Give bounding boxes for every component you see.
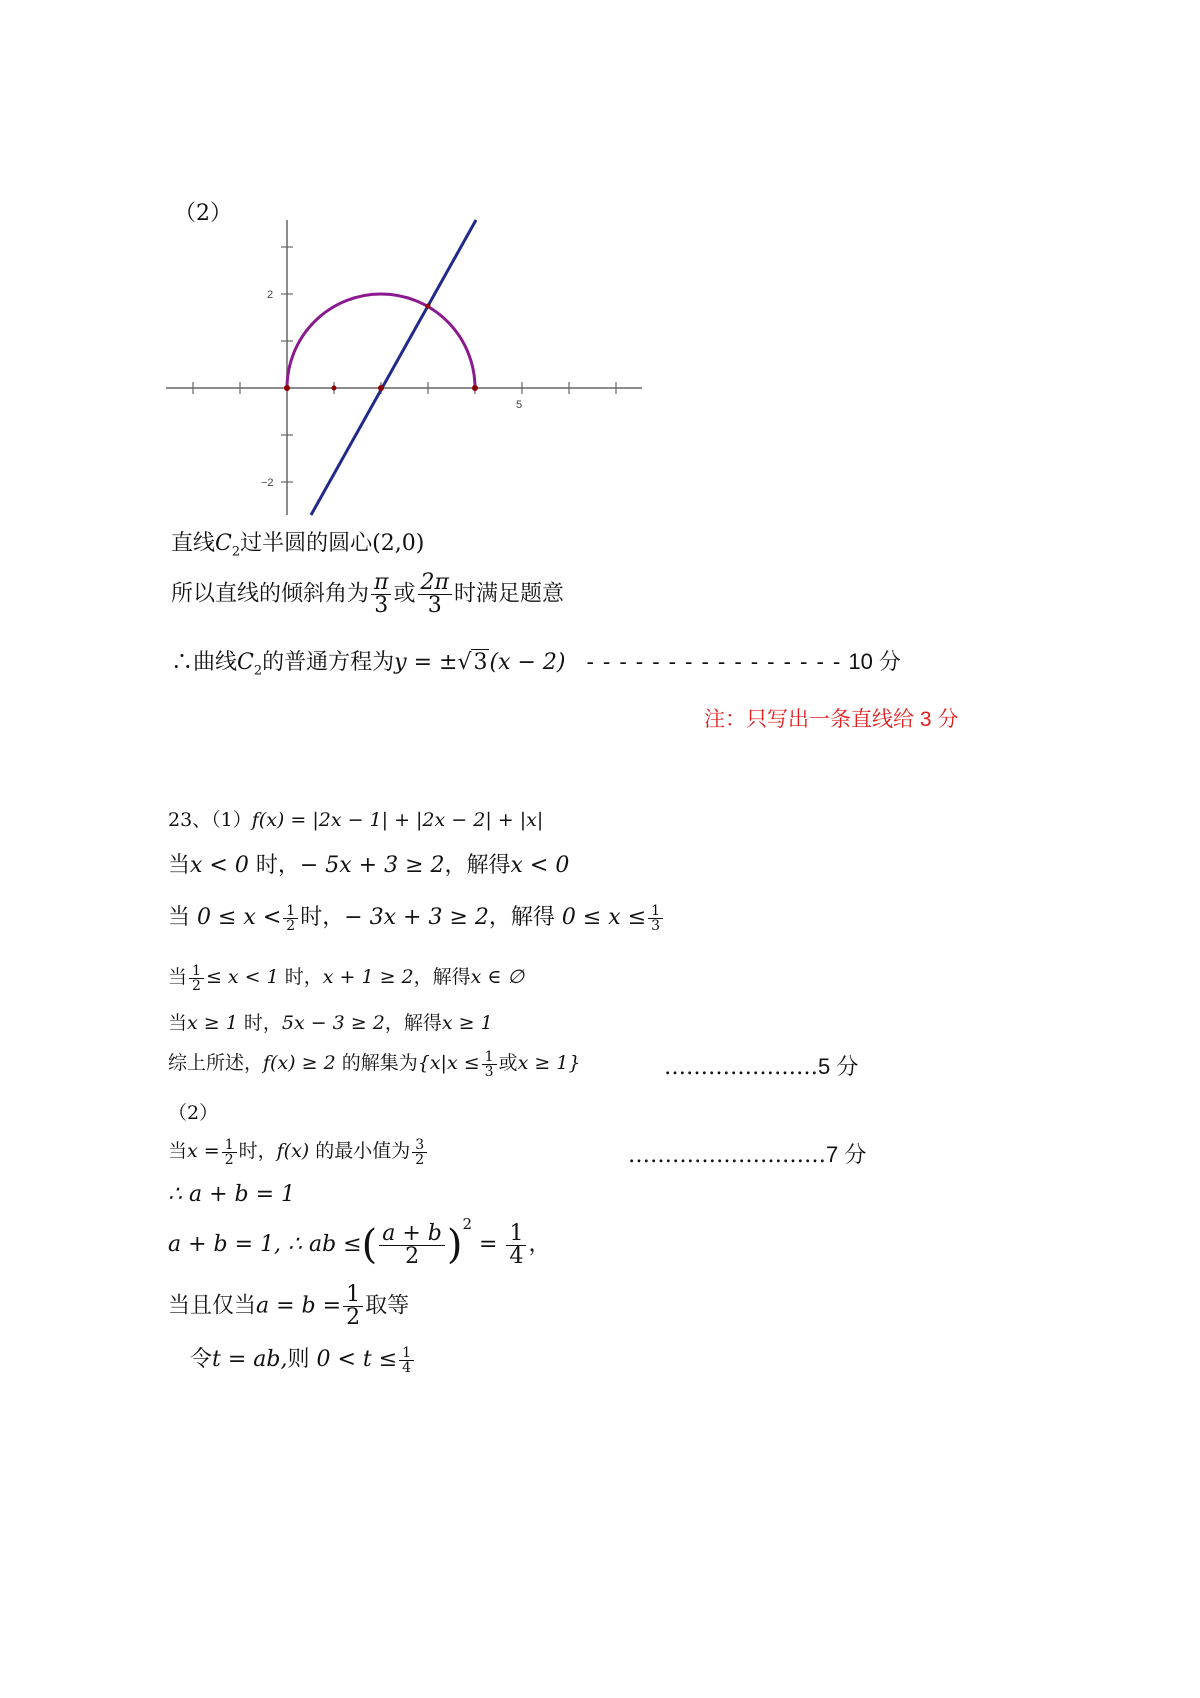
inequality: f(x) ≥ 2 xyxy=(263,1052,336,1074)
sqrt-arg: 3 xyxy=(473,650,488,675)
line-c2 xyxy=(311,220,476,515)
text: ， xyxy=(528,1232,551,1257)
text: 令 xyxy=(190,1347,213,1372)
text: 时， xyxy=(237,1012,282,1034)
text: 当 xyxy=(168,1140,188,1162)
y-tick-label-neg2: −2 xyxy=(261,477,274,489)
therefore-line: ∴ a + b = 1 xyxy=(168,1182,296,1207)
function-def: f(x) = |2x − 1| + |2x − 2| + |x| xyxy=(251,809,544,831)
frac-num: 1 xyxy=(484,1048,494,1065)
summary-score xyxy=(664,1050,858,1081)
statement-center xyxy=(171,526,424,559)
frac-num: 1 xyxy=(346,1282,361,1307)
dot-leader: ………………… xyxy=(664,1055,818,1080)
inequality: − 5x + 3 ≥ 2 xyxy=(299,853,445,878)
score: 5 分 xyxy=(818,1054,859,1079)
x-tick-label-5: 5 xyxy=(516,399,523,411)
condition: x ≥ 1 xyxy=(187,1012,238,1034)
frac-den: 2 xyxy=(222,1152,237,1167)
text: 取等 xyxy=(365,1293,410,1319)
text: ，解得 xyxy=(413,966,471,988)
frac-num: 2π xyxy=(420,570,449,595)
text: ，解得 xyxy=(444,853,511,878)
frac-den: 4 xyxy=(506,1245,526,1268)
text: 的最小值为 xyxy=(309,1140,411,1162)
point-center xyxy=(378,385,384,391)
frac-num: π xyxy=(374,570,389,595)
frac-den: 2 xyxy=(379,1245,445,1268)
result: x < 0 xyxy=(510,853,570,878)
text: 的解集为 xyxy=(335,1052,418,1074)
equation: a = b = xyxy=(256,1293,342,1319)
result: 0 ≤ x ≤ xyxy=(561,905,647,930)
text: 过半圆的圆心 xyxy=(240,531,373,556)
statement-angle xyxy=(171,572,564,617)
frac-num: a + b xyxy=(382,1220,442,1246)
text: 则 xyxy=(287,1347,317,1372)
text: 或 xyxy=(393,581,416,607)
question-number: 23、（1） xyxy=(168,809,252,831)
text: 当 xyxy=(168,853,191,878)
text: 时， xyxy=(300,905,345,930)
text: 直线 xyxy=(171,531,216,556)
text: 时满足题意 xyxy=(453,581,564,607)
text: 当且仅当 xyxy=(168,1293,257,1319)
amgm-line: a + b = 1, ∴ ab ≤( $\frac{a + b}{2}$ )$^2$ = $\frac{1}{4}$ ， xyxy=(168,1214,551,1269)
summary-line xyxy=(168,1048,580,1079)
frac-den: 2 xyxy=(343,1306,363,1329)
frac-den: 2 xyxy=(283,918,298,933)
frac-num: 1 xyxy=(402,1344,412,1361)
subscript: 2 xyxy=(231,544,241,560)
part-label: （2） xyxy=(174,201,232,226)
dot-leader: ……………………… xyxy=(628,1143,826,1168)
equation: t = ab, xyxy=(212,1347,288,1372)
condition: 0 ≤ x < xyxy=(197,905,282,930)
inequality: 5x − 3 ≥ 2 xyxy=(281,1012,385,1034)
point-intersection xyxy=(426,304,431,309)
text: = xyxy=(479,1232,498,1257)
text: 时， xyxy=(278,966,323,988)
minimum-line xyxy=(168,1136,429,1167)
text: 所以直线的倾斜角为 xyxy=(171,581,370,607)
inequality: a + b = 1, ∴ ab ≤ xyxy=(168,1232,362,1257)
y-tick-label-2: 2 xyxy=(267,289,274,301)
point-origin xyxy=(284,385,290,391)
dash-leader: - - - - - - - - - - - - - - - - xyxy=(586,650,842,675)
equation-part: (x − 2) xyxy=(489,650,566,675)
q23-header xyxy=(168,805,543,832)
score: 7 分 xyxy=(826,1142,867,1167)
exponent: 2 xyxy=(462,1214,473,1233)
case-4 xyxy=(168,1008,493,1035)
grading-note: 注：只写出一条直线给 3 分 xyxy=(704,708,959,731)
equality-line xyxy=(168,1284,409,1329)
text: 时， xyxy=(238,1140,277,1162)
text: 或 xyxy=(498,1052,518,1074)
text: 当 xyxy=(168,905,197,930)
frac-den: 2 xyxy=(412,1152,427,1167)
frac-den: 3 xyxy=(418,594,452,617)
text: ，解得 xyxy=(384,1012,442,1034)
solution-set: {x|x ≤ xyxy=(417,1052,480,1074)
case-1 xyxy=(168,848,569,879)
point-x4 xyxy=(472,385,478,391)
equation-part: y = ± xyxy=(394,650,458,675)
frac-num: 1 xyxy=(509,1220,524,1246)
var-c: C xyxy=(237,650,254,675)
text: 综上所述， xyxy=(168,1052,264,1074)
frac-num: 1 xyxy=(192,962,201,979)
text: 当 xyxy=(168,1012,188,1034)
text: 当 xyxy=(168,966,188,988)
result: x ∈ ∅ xyxy=(470,966,525,988)
var-c: C xyxy=(215,531,232,556)
frac-num: 1 xyxy=(651,902,661,919)
text: ，解得 xyxy=(488,905,562,930)
statement-equation: ∴曲线$C_2$的普通方程为y = ±√3(x − 2) - - - - - - - - - - - - - - - - 10 分 xyxy=(171,649,901,679)
text: 时， xyxy=(248,853,300,878)
point-x1 xyxy=(332,386,337,391)
case-2 xyxy=(168,900,665,933)
center-point: (2,0) xyxy=(372,531,425,556)
frac-den: 3 xyxy=(482,1064,497,1079)
score: 10 分 xyxy=(848,649,901,674)
text: 的普通方程为 xyxy=(262,650,395,675)
minimum-score xyxy=(628,1138,866,1169)
condition: x < 0 xyxy=(190,853,249,878)
substitution-line xyxy=(190,1342,416,1375)
frac-den: 3 xyxy=(648,918,663,933)
frac-den: 2 xyxy=(189,978,204,993)
frac-num: 1 xyxy=(224,1136,234,1153)
inequality: − 3x + 3 ≥ 2 xyxy=(344,905,489,930)
solution-set: x ≥ 1} xyxy=(517,1052,581,1074)
range: 0 < t ≤ xyxy=(316,1347,398,1372)
frac-den: 4 xyxy=(399,1360,414,1375)
condition: x = xyxy=(187,1140,220,1162)
part-2-label: （2） xyxy=(168,1102,219,1124)
function: f(x) xyxy=(276,1140,310,1162)
subscript: 2 xyxy=(253,663,263,679)
result: x ≥ 1 xyxy=(441,1012,493,1034)
frac-num: 1 xyxy=(286,902,296,919)
function-graph xyxy=(160,210,650,520)
text: ∴曲线 xyxy=(171,650,238,675)
semicircle-curve xyxy=(287,294,475,388)
condition: ≤ x < 1 xyxy=(205,966,279,988)
frac-den: 3 xyxy=(371,594,391,617)
inequality: x + 1 ≥ 2 xyxy=(322,966,414,988)
case-3 xyxy=(168,962,524,993)
frac-num: 3 xyxy=(415,1136,425,1153)
